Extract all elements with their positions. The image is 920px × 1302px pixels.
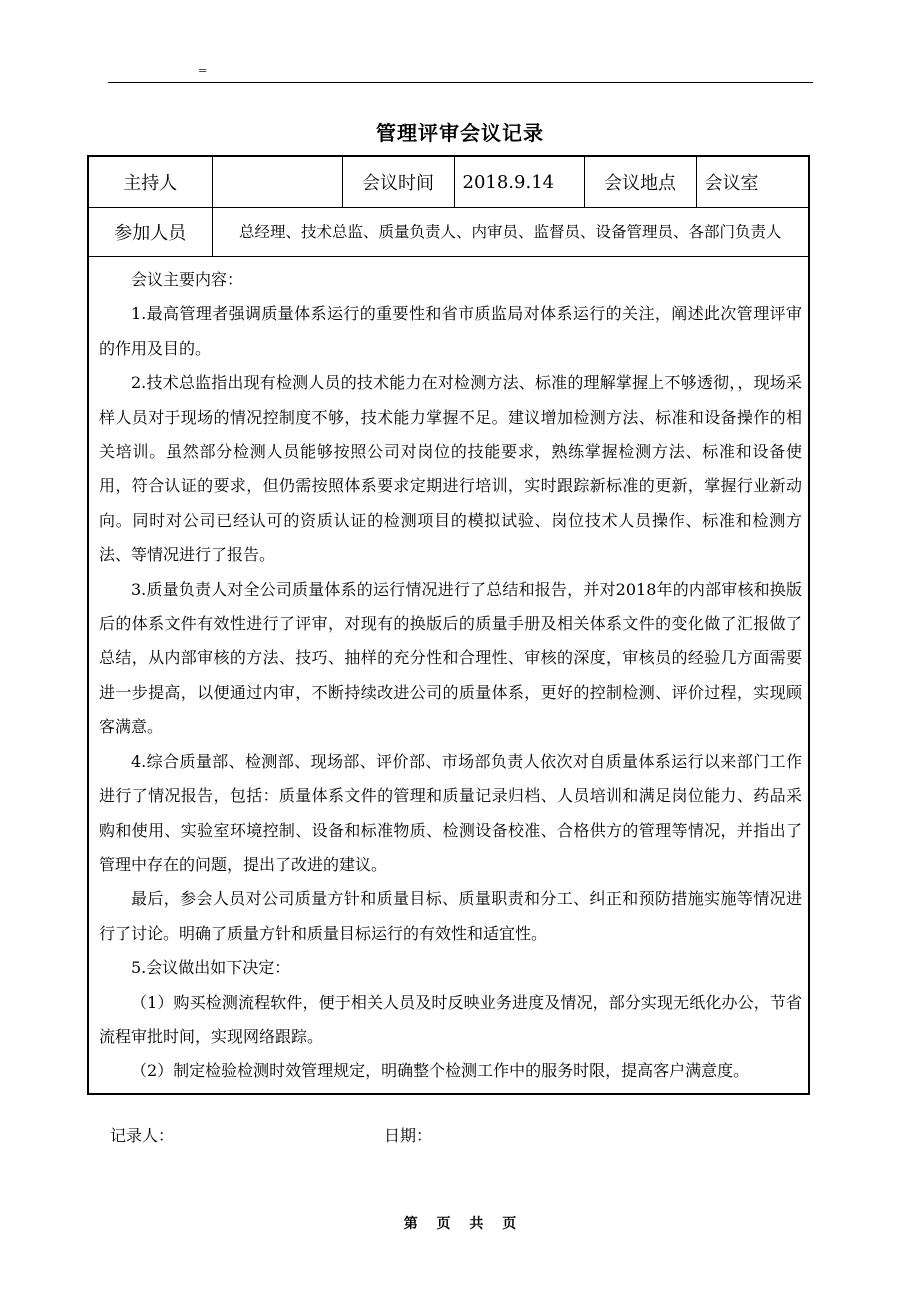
content-paragraph: 3.质量负责人对全公司质量体系的运行情况进行了总结和报告，并对2018年的内部审核和换版后的体系文件有效性进行了评审，对现有的换版后的质量手册及相关体系文件的变化做了汇报做了总结，从内部审核的方法、技巧、抽样的充分性和合理性、审核的深度，审核员的经验几方面需要进一步提高，以便通过内审，不断持续改进公司的质量体系，更好的控制检测、评价过程，实现顾客满意。 bbox=[99, 579, 802, 737]
decision-item: （2）制定检验检测时效管理规定，明确整个检测工作中的服务时限，提高客户满意度。 bbox=[131, 1061, 750, 1081]
recorder-label: 记录人： bbox=[110, 1126, 175, 1145]
meeting-time-value: 2018.9.14 bbox=[454, 156, 584, 208]
meeting-content bbox=[88, 257, 809, 1094]
page-number-footer: 第 页 共 页 bbox=[403, 1216, 517, 1232]
table-row-attendees bbox=[88, 208, 809, 257]
content-heading: 会议主要内容： bbox=[131, 270, 244, 289]
document-title: 管理评审会议记录 bbox=[376, 121, 544, 145]
meeting-place-value: 会议室 bbox=[696, 156, 809, 208]
header-mark: = bbox=[198, 64, 208, 77]
host-value bbox=[212, 156, 342, 208]
content-paragraph: 1.最高管理者强调质量体系运行的重要性和省市质监局对体系运行的关注，阐述此次管理评审的作用及目的。 bbox=[99, 304, 802, 358]
content-paragraph: 5.会议做出如下决定： bbox=[131, 958, 291, 978]
content-paragraph: 4.综合质量部、检测部、现场部、评价部、市场部负责人依次对自质量体系运行以来部门工作进行了情况报告，包括：质量体系文件的管理和质量记录归档、人员培训和满足岗位能力、药品采购和使用、实验室环境控制、设备和标准物质、检测设备校准、合格供方的管理等情况，并指出了管理中存在的问题，提出了改进的建议。 bbox=[99, 751, 802, 874]
content-paragraph: 最后，参会人员对公司质量方针和质量目标、质量职责和分工、纠正和预防措施实施等情况进行了讨论。明确了质量方针和质量目标运行的有效性和适宜性。 bbox=[99, 889, 802, 943]
decision-item: （1）购买检测流程软件，便于相关人员及时反映业务进度及情况，部分实现无纸化办公，节省流程审批时间，实现网络跟踪。 bbox=[99, 992, 802, 1046]
content-paragraph: 2.技术总监指出现有检测人员的技术能力在对检测方法、标准的理解掌握上不够透彻，，现场采样人员对于现场的情况控制度不够，技术能力掌握不足。建议增加检测方法、标准和设备操作的相关培训。虽然部分检测人员能够按照公司对岗位的技能要求，熟练掌握检测方法、标准和设备使用，符合认证的要求，但仍需按照体系要求定期进行培训，实时跟踪新标准的更新，掌握行业新动向。同时对公司已经认可的资质认证的检测项目的模拟试验、岗位技术人员操作、标准和检测方法、等情况进行了报告。 bbox=[99, 373, 802, 565]
table-row-header-info bbox=[88, 156, 809, 208]
header-rule bbox=[108, 82, 813, 83]
attendees-value: 总经理、技术总监、质量负责人、内审员、监督员、设备管理员、各部门负责人 bbox=[212, 208, 809, 257]
meeting-time-label: 会议时间 bbox=[342, 156, 454, 208]
meeting-place-label: 会议地点 bbox=[584, 156, 696, 208]
date-label: 日期： bbox=[384, 1126, 433, 1145]
host-label: 主持人 bbox=[88, 156, 212, 208]
meeting-record-table bbox=[87, 155, 810, 1095]
table-row-content bbox=[88, 257, 809, 1094]
attendees-label: 参加人员 bbox=[88, 208, 212, 257]
